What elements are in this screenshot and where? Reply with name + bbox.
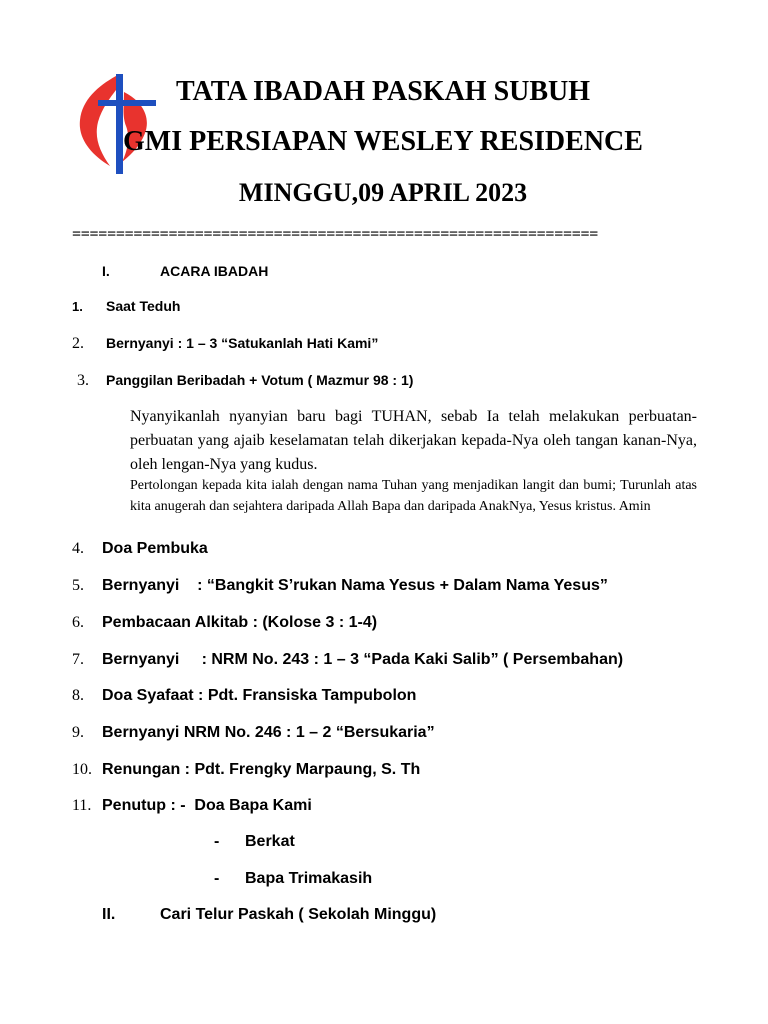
penutup-subitem: Berkat <box>245 833 295 850</box>
list-item-number: 3. <box>77 372 89 389</box>
section-heading: ACARA IBADAH <box>160 263 269 279</box>
list-item: Penutup : - Doa Bapa Kami <box>102 797 312 814</box>
votum-blessing-paragraph: Pertolongan kepada kita ialah dengan nama Tuhan yang menjadikan langit dan bumi; Turunlah atas kita anugerah dan sejahtera daripada Allah Bapa dan daripada AnakNya, Yesus kristus. Amin <box>130 478 697 514</box>
list-item: Bernyanyi : “Bangkit S’rukan Nama Yesus + Dalam Nama Yesus” <box>102 577 608 594</box>
section-heading: Cari Telur Paskah ( Sekolah Minggu) <box>160 906 437 923</box>
penutup-subitem: Bapa Trimakasih <box>245 870 373 887</box>
list-item-number: 10. <box>72 761 92 778</box>
list-item-number: 2. <box>72 335 84 352</box>
document-date: MINGGU,09 APRIL 2023 <box>238 178 528 207</box>
list-item-number: 6. <box>72 614 84 631</box>
list-item: Pembacaan Alkitab : (Kolose 3 : 1-4) <box>102 614 378 631</box>
subitem-dash: - <box>214 870 220 887</box>
list-item-number: 1. <box>72 299 83 314</box>
list-item-number: 11. <box>72 797 92 814</box>
subitem-dash: - <box>214 833 220 850</box>
section-numeral: II. <box>102 906 116 923</box>
section-numeral: I. <box>102 263 110 279</box>
list-item: Renungan : Pdt. Frengky Marpaung, S. Th <box>102 761 421 778</box>
list-item-number: 8. <box>72 687 84 704</box>
list-item-number: 7. <box>72 651 84 668</box>
document-title-line-1: TATA IBADAH PASKAH SUBUH <box>175 76 591 107</box>
list-item-number: 5. <box>72 577 84 594</box>
list-item: Bernyanyi NRM No. 246 : 1 – 2 “Bersukaria” <box>102 724 435 741</box>
votum-verse-paragraph: Nyanyikanlah nyanyian baru bagi TUHAN, sebab Ia telah melakukan perbuatan-perbuatan yang ajaib keselamatan telah dikerjakan kepada-Nya oleh tangan kanan-Nya, oleh lengan-Nya yang kudus. <box>130 408 697 473</box>
list-item-number: 9. <box>72 724 84 741</box>
list-item: Panggilan Beribadah + Votum ( Mazmur 98 : 1) <box>106 372 414 388</box>
list-item: Bernyanyi : 1 – 3 “Satukanlah Hati Kami” <box>106 335 379 351</box>
list-item-number: 4. <box>72 540 84 557</box>
list-item: Doa Pembuka <box>102 540 208 557</box>
list-item: Bernyanyi : NRM No. 243 : 1 – 3 “Pada Kaki Salib” ( Persembahan) <box>102 651 624 668</box>
list-item: Doa Syafaat : Pdt. Fransiska Tampubolon <box>102 687 417 704</box>
list-item: Saat Teduh <box>106 298 181 314</box>
divider-line: ============================================================ <box>72 226 599 243</box>
document-title-line-2: GMI PERSIAPAN WESLEY RESIDENCE <box>123 126 643 157</box>
